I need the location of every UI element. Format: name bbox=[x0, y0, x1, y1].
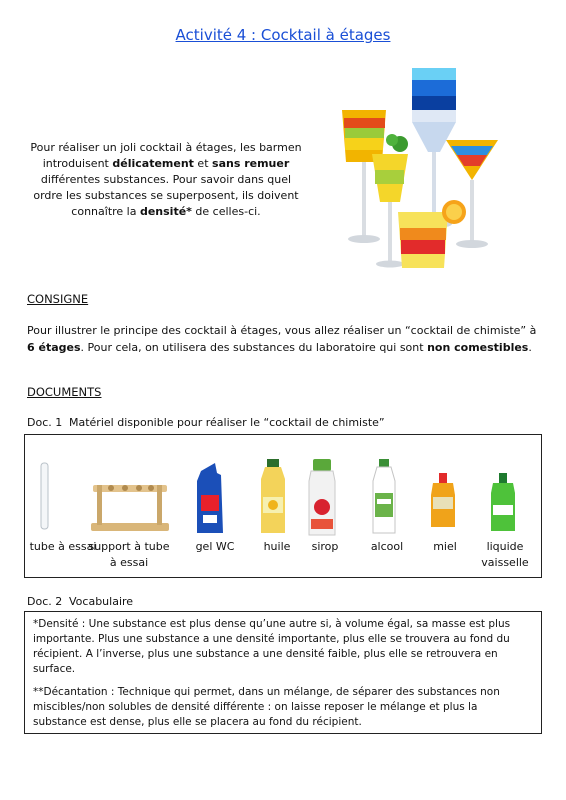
material-label: liquide vaisselle bbox=[481, 540, 529, 569]
material-item bbox=[467, 435, 543, 575]
doc2-caption: Doc. 2 Vocabulaire bbox=[27, 595, 134, 608]
intro-paragraph: Pour réaliser un joli cocktail à étages, les barmen introduisent délicatement et sans remuer différentes substances. Pour savoir dans quel ordre les substances se superposent, ils doivent connaître la densité* de celles-ci. bbox=[30, 141, 302, 218]
cocktails-illustration bbox=[330, 62, 500, 282]
page-title: Activité 4 : Cocktail à étages bbox=[175, 26, 391, 44]
material-label: tube à essai bbox=[29, 540, 97, 553]
material-label: sirop bbox=[311, 540, 339, 553]
material-item bbox=[87, 435, 171, 575]
material-label: huile bbox=[263, 540, 291, 553]
dish-soap-bottle-icon bbox=[467, 455, 543, 539]
decantation-definition: **Décantation : Technique qui permet, dans un mélange, de séparer des substances non miscibles/non solubles de densité différente : on laisse reposer le mélange et plus la substance est dense, plus elle se placera au fond du récipient. bbox=[33, 686, 500, 728]
consigne-heading: CONSIGNE bbox=[27, 292, 89, 306]
densite-definition: *Densité : Une substance est plus dense qu’une autre si, à volume égal, sa masse est plus importante. Plus une substance a une densité importante, plus elle se trouvera au fond du récipient. A l’inverse, plus une substance a une densité faible, plus elle se retrouvera en surface. bbox=[33, 618, 511, 675]
material-label: alcool bbox=[370, 540, 404, 553]
material-label: miel bbox=[433, 540, 457, 553]
materials-box bbox=[24, 434, 542, 578]
material-label: support à tube à essai bbox=[88, 540, 170, 569]
tube-rack-icon bbox=[87, 455, 171, 539]
documents-heading: DOCUMENTS bbox=[27, 385, 102, 399]
consigne-paragraph: Pour illustrer le principe des cocktail à étages, vous allez réaliser un “cocktail de chimiste” à 6 étages. Pour cela, on utilisera des substances du laboratoire qui sont non comestibles. bbox=[27, 324, 537, 354]
doc1-caption: Doc. 1 Matériel disponible pour réaliser le “cocktail de chimiste” bbox=[27, 416, 385, 429]
material-label: gel WC bbox=[195, 540, 235, 553]
vocabulary-box bbox=[24, 611, 542, 734]
